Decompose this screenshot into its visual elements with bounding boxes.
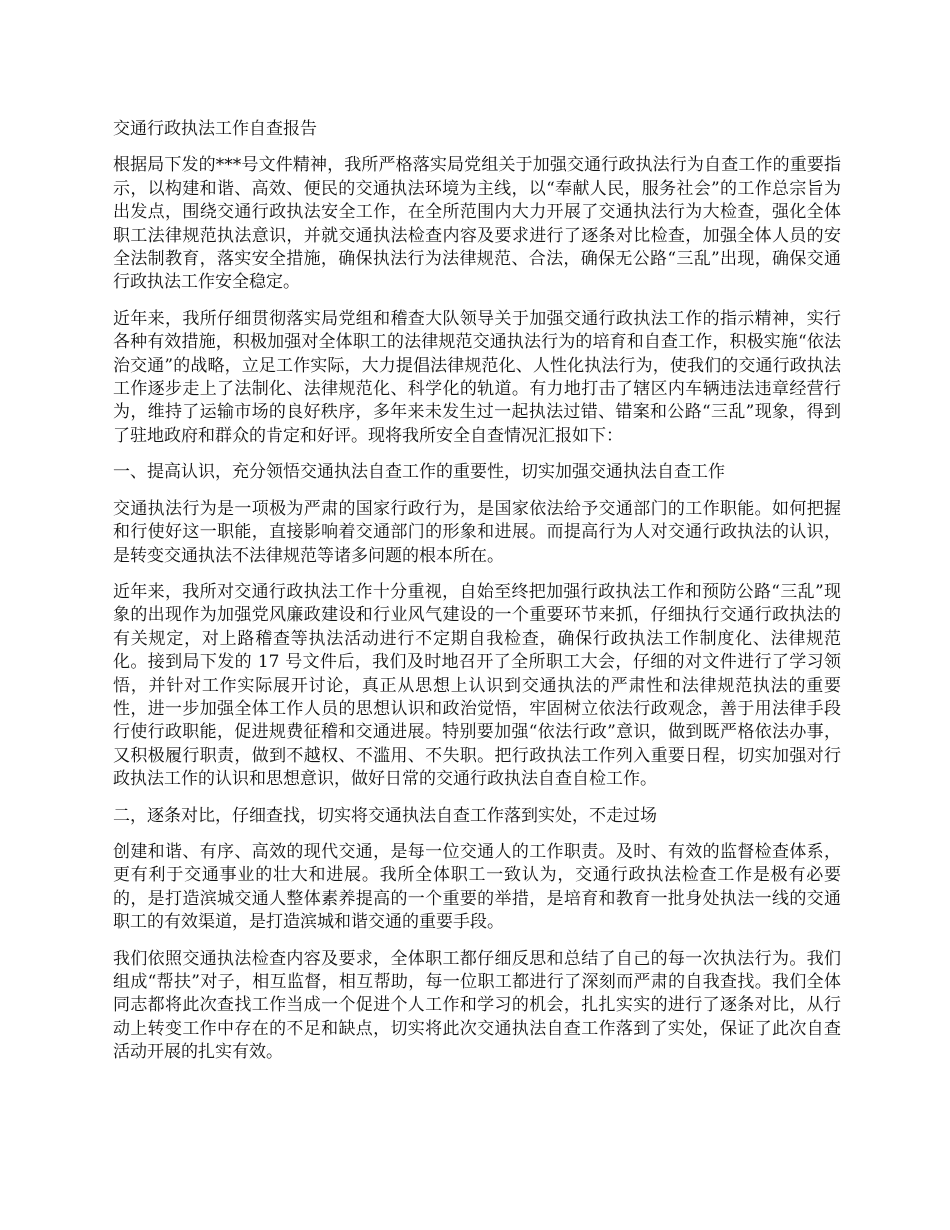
section-heading-2: 二，逐条对比，仔细查找，切实将交通执法自查工作落到实处，不走过场 [113,805,657,826]
paragraph-section2-b: 我们依照交通执法检查内容及要求，全体职工都仔细反思和总结了自己的每一次执法行为。我们组成“帮扶”对子，相互监督，相互帮助，每一位职工都进行了深刻而严肃的自我查找。我们全体同志都将此次查找工作当成一个促进个人工作和学习的机会，扎扎实实的进行了逐条对比，从行动上转变工作中存在的不足和缺点，切实将此次交通执法自查工作落到了实处，保证了此次自查活动开展的扎实有效。 [113,948,841,1063]
section-heading-1: 一、提高认识，充分领悟交通执法自查工作的重要性，切实加强交通执法自查工作 [113,462,725,483]
document-body [113,118,841,1078]
paragraph-section1-a: 交通执法行为是一项极为严肃的国家行政行为，是国家依法给予交通部门的工作职能。如何把握和行使好这一职能，直接影响着交通部门的形象和进展。而提高行为人对交通行政执法的认识，是转变交通执法不法律规范等诸多问题的根本所在。 [113,498,841,566]
paragraph-section1-b: 近年来，我所对交通行政执法工作十分重视，自始至终把加强行政执法工作和预防公路“三乱”现象的出现作为加强党风廉政建设和行业风气建设的一个重要环节来抓，仔细执行交通行政执法的有关规定，对上路稽查等执法活动进行不定期自我检查，确保行政执法工作制度化、法律规范化。接到局下发的 17 号文件后，我们及时地召开了全所职工大会，仔细的对文件进行了学习领悟，并针对工作实际展开讨论，真正从思想上认识到交通执法的严肃性和法律规范执法的重要性，进一步加强全体工作人员的思想认识和政治觉悟，牢固树立依法行政观念，善于用法律手段行使行政职能，促进规费征稽和交通进展。特别要加强“依法行政”意识，做到既严格依法办事，又积极履行职责，做到不越权、不滥用、不失职。把行政执法工作列入重要日程，切实加强对行政执法工作的认识和思想意识，做好日常的交通行政执法自查自检工作。 [113,581,841,790]
paragraph-section2-a: 创建和谐、有序、高效的现代交通，是每一位交通人的工作职责。及时、有效的监督检查体系，更有利于交通事业的壮大和进展。我所全体职工一致认为，交通行政执法检查工作是极有必要的，是打造滨城交通人整体素养提高的一个重要的举措，是培育和教育一批身处执法一线的交通职工的有效渠道，是打造滨城和谐交通的重要手段。 [113,841,841,933]
paragraph-intro: 根据局下发的***号文件精神，我所严格落实局党组关于加强交通行政执法行为自查工作的重要指示，以构建和谐、高效、便民的交通执法环境为主线，以“奉献人民，服务社会”的工作总宗旨为出发点，围绕交通行政执法安全工作，在全所范围内大力开展了交通执法行为大检查，强化全体职工法律规范执法意识，并就交通执法检查内容及要求进行了逐条对比检查，加强全体人员的安全法制教育，落实安全措施，确保执法行为法律规范、合法，确保无公路“三乱”出现，确保交通行政执法工作安全稳定。 [113,155,841,293]
document-title: 交通行政执法工作自查报告 [113,119,317,139]
paragraph-background: 近年来，我所仔细贯彻落实局党组和稽查大队领导关于加强交通行政执法工作的指示精神，实行各种有效措施，积极加强对全体职工的法律规范交通执法行为的培育和自查工作，积极实施“依法治交通”的战略，立足工作实际，大力提倡法律规范化、人性化执法行为，使我们的交通行政执法工作逐步走上了法制化、法律规范化、科学化的轨道。有力地打击了辖区内车辆违法违章经营行为，维持了运输市场的良好秩序，多年来未发生过一起执法过错、错案和公路“三乱”现象，得到了驻地政府和群众的肯定和好评。现将我所安全自查情况汇报如下： [113,308,841,446]
